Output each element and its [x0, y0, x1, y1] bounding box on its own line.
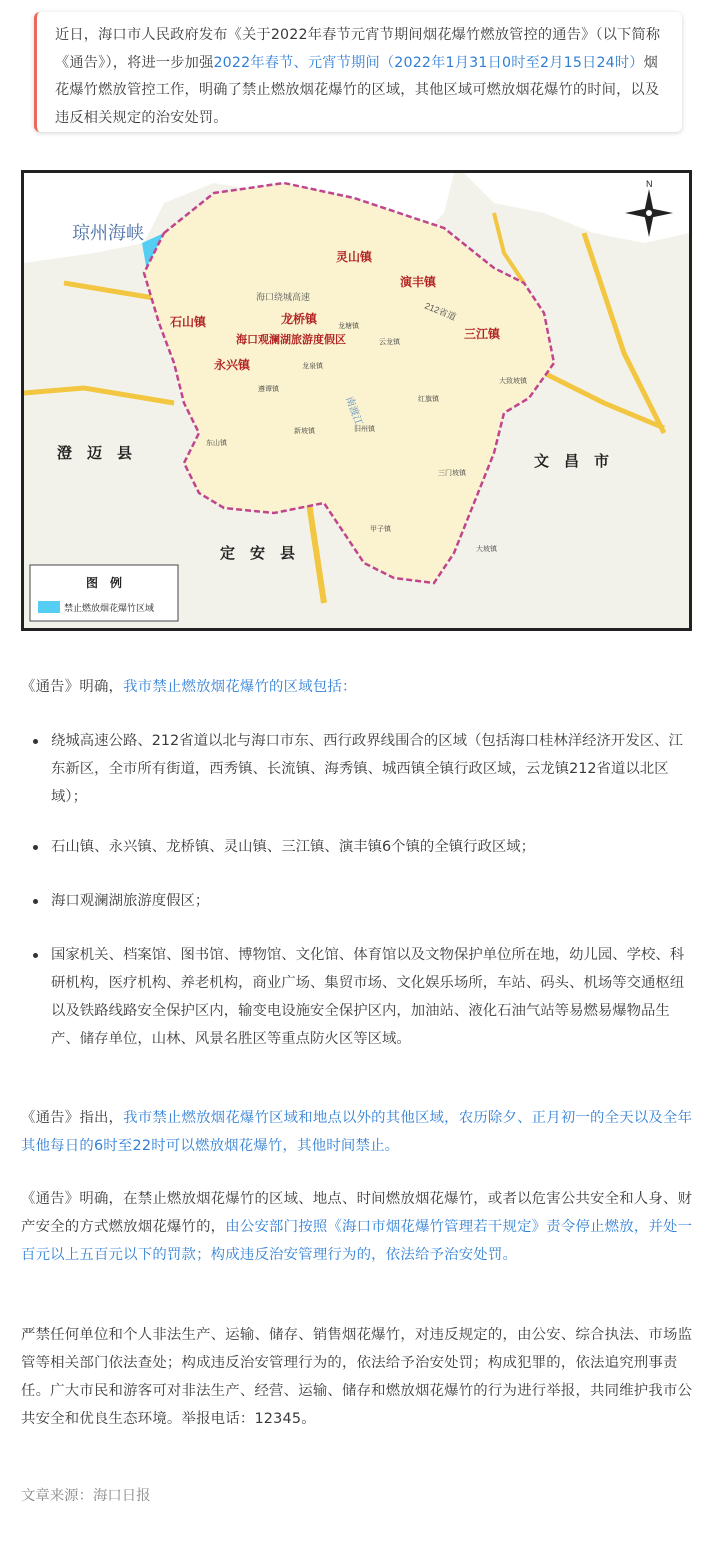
para2-lead: 《通告》指出，	[21, 1110, 124, 1126]
map-label-zunda: 遵谭镇	[258, 386, 279, 393]
map-label-longqiao: 龙桥镇	[281, 312, 318, 326]
map-label-s212: 212省道	[423, 300, 458, 323]
map-label-jiazi: 甲子镇	[370, 526, 391, 533]
areas-intro-highlight: 我市禁止燃放烟花爆竹的区域包括：	[123, 679, 357, 695]
map-label-xinba: 新坡镇	[294, 428, 315, 435]
map-label-jiuzhou: 旧州镇	[354, 426, 375, 433]
map-label-wenchang: 文 昌 市	[534, 453, 610, 470]
map-label-sea: 琼州海峡	[72, 223, 144, 243]
article-source: 文章来源：海口日报	[21, 1488, 151, 1504]
legend-title: 图 例	[86, 576, 123, 590]
allowed-time-paragraph	[21, 1104, 693, 1160]
enforcement-paragraph: 严禁任何单位和个人非法生产、运输、储存、销售烟花爆竹，对违反规定的，由公安、综合执法、市场监管等相关部门依法查处；构成违反治安管理行为的，依法给予治安处罚；构成犯罪的，依法追究刑事责任。广大市民和游客可对非法生产、经营、运输、储存和燃放烟花爆竹的行为进行举报，共同维护我市公共安全和优良生态环境。举报电话：12345。	[21, 1327, 693, 1427]
penalty-paragraph	[21, 1185, 693, 1269]
bullet-icon	[33, 899, 38, 904]
map-label-sanmenpo: 三门坡镇	[438, 470, 466, 477]
map-label-dazhipo: 大致坡镇	[499, 378, 527, 385]
map-label-shishan: 石山镇	[170, 315, 207, 329]
intro-period-highlight: 2022年春节、元宵节期间（2022年1月31日0时至2月15日24时）	[213, 54, 644, 71]
para3-lead: 《通告》明确，在禁止燃放烟花爆竹的区域、地点、时间燃放烟花爆竹，或者以危害公共安全和人身、财产安全的方式燃放烟花爆竹的，	[21, 1191, 693, 1235]
map-label-dingan: 定 安 县	[220, 545, 296, 562]
map-label-yunlong: 云龙镇	[379, 339, 400, 346]
map-label-yanfeng: 演丰镇	[400, 275, 437, 289]
map-label-dapo: 大坡镇	[476, 546, 497, 553]
list-item: 石山镇、永兴镇、龙桥镇、灵山镇、三江镇、演丰镇6个镇的全镇行政区域；	[21, 833, 693, 861]
list-item: 海口观澜湖旅游度假区；	[21, 887, 693, 915]
map-label-dongshan: 东山镇	[206, 440, 227, 447]
list-item: 绕城高速公路、212省道以北与海口市东、西行政界线围合的区域（包括海口桂林洋经济开发区、江东新区，全市所有街道，西秀镇、长流镇、海秀镇、城西镇全镇行政区域，云龙镇212省道以北区域）；	[21, 727, 693, 811]
map-label-lingshan: 灵山镇	[336, 250, 373, 264]
map-label-chengmai: 澄 迈 县	[57, 445, 133, 462]
map-label-nandu: 南渡江	[343, 395, 364, 428]
map-label-sanjiang: 三江镇	[464, 327, 501, 341]
para2-highlight: 我市禁止燃放烟花爆竹区域和地点以外的其他区域，农历除夕、正月初一的全天以及全年其他每日的6时至22时可以燃放烟花爆竹，其他时间禁止。	[21, 1110, 693, 1154]
bullet-icon	[33, 845, 38, 850]
intro-box	[34, 12, 682, 132]
legend-label: 禁止燃放烟花爆竹区域	[64, 603, 155, 613]
list-item: 国家机关、档案馆、图书馆、博物馆、文化馆、体育馆以及文物保护单位所在地，幼儿园、学校、科研机构，医疗机构、养老机构，商业广场、集贸市场、文化娱乐场所，车站、码头、机场等交通枢纽以及铁路线路安全保护区内，输变电设施安全保护区内，加油站、液化石油气站等易燃易爆物品生产、储存单位，山林、风景名胜区等重点防火区等区域。	[21, 941, 693, 1053]
map-label-hongqi: 红旗镇	[418, 396, 439, 403]
ban-zone-map	[21, 170, 692, 631]
areas-intro	[21, 673, 693, 701]
para3-highlight: 由公安部门按照《海口市烟花爆竹管理若干规定》责令停止燃放，并处一百元以上五百元以下的罚款；构成违反治安管理行为的，依法给予治安处罚。	[21, 1219, 693, 1263]
map-legend	[30, 565, 178, 621]
svg-text:N: N	[646, 179, 653, 189]
map-label-longtang: 龙塘镇	[338, 323, 359, 330]
map-label-yongxing: 永兴镇	[214, 358, 251, 372]
bullet-icon	[33, 953, 38, 958]
areas-intro-lead: 《通告》明确，	[21, 679, 124, 695]
map-label-huancheng: 海口绕城高速	[256, 292, 311, 302]
map-label-guanlan: 海口观澜湖旅游度假区	[236, 334, 346, 346]
legend-swatch	[38, 601, 60, 613]
intro-text: 近日，海口市人民政府发布《关于2022年春节元宵节期间烟花爆竹燃放管控的通告》（以下简称《通告》），将进一步加强	[55, 27, 661, 71]
bullet-icon	[33, 739, 38, 744]
map-label-longquan: 龙泉镇	[302, 363, 323, 370]
map-svg	[24, 173, 689, 628]
intro-text-end: 烟花爆竹燃放管控工作，明确了禁止燃放烟花爆竹的区域，其他区域可燃放烟花爆竹的时间，以及违反相关规定的治安处罚。	[55, 54, 660, 126]
